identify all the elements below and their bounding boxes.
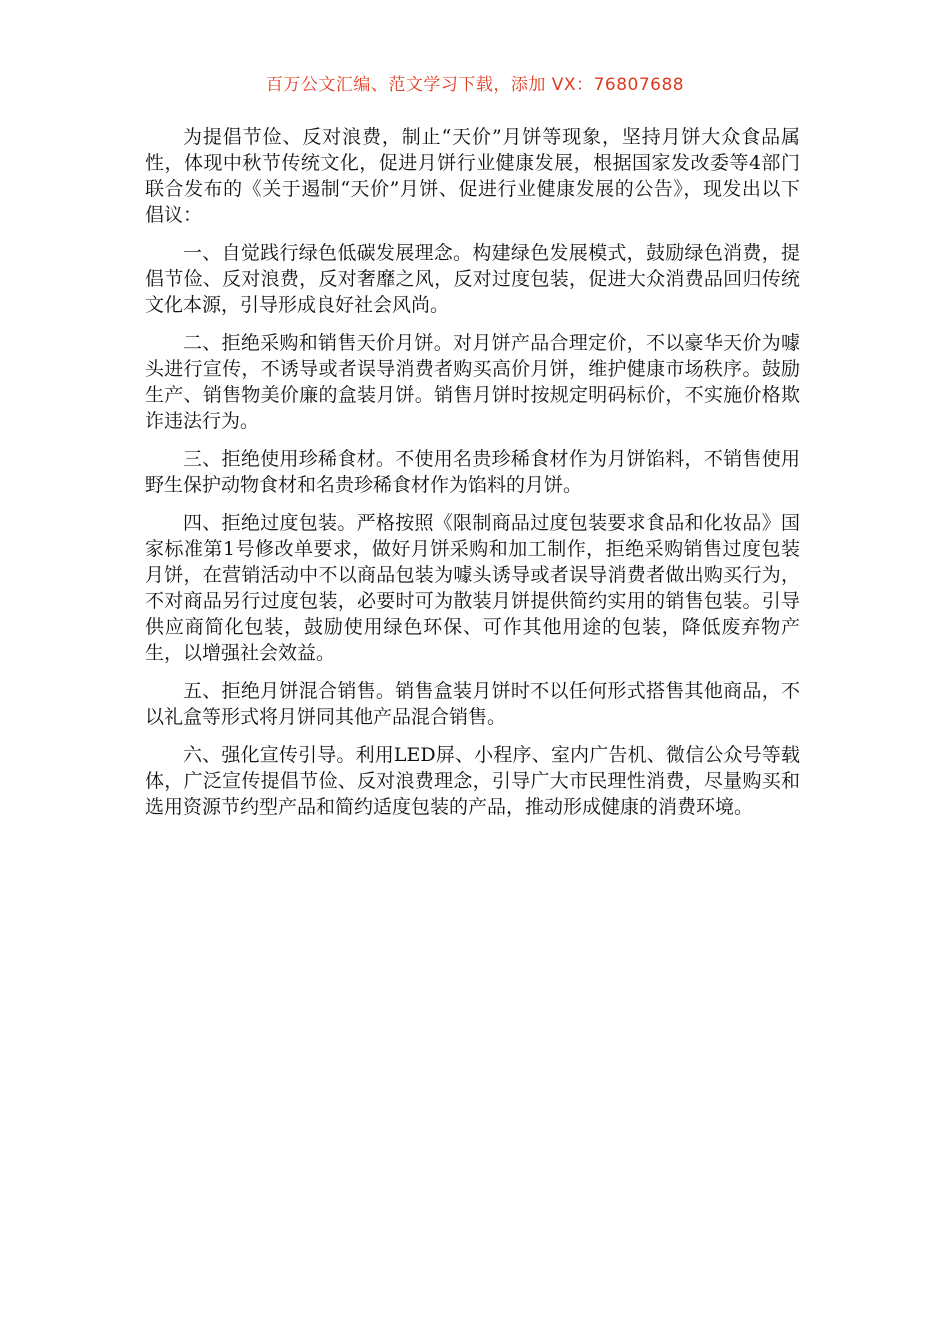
intro-paragraph: 为提倡节俭、反对浪费，制止“天价”月饼等现象，坚持月饼大众食品属性，体现中秋节传统文化，促进月饼行业健康发展，根据国家发改委等4部门联合发布的《关于遏制“天价”月饼、促进行业健康发展的公告》，现发出以下倡议： [145,126,800,226]
proposal-paragraph-4: 四、拒绝过度包装。严格按照《限制商品过度包装要求食品和化妆品》国家标准第1号修改单要求，做好月饼采购和加工制作，拒绝采购销售过度包装月饼，在营销活动中不以商品包装为噱头诱导或者误导消费者做出购买行为，不对商品另行过度包装，必要时可为散装月饼提供简约实用的销售包装。引导供应商简化包装，鼓励使用绿色环保、可作其他用途的包装，降低废弃物产生，以增强社会效益。 [145,512,800,664]
proposal-paragraph-2: 二、拒绝采购和销售天价月饼。对月饼产品合理定价，不以豪华天价为噱头进行宣传，不诱导或者误导消费者购买高价月饼，维护健康市场秩序。鼓励生产、销售物美价廉的盒装月饼。销售月饼时按规定明码标价，不实施价格欺诈违法行为。 [145,332,800,432]
proposal-paragraph-3: 三、拒绝使用珍稀食材。不使用名贵珍稀食材作为月饼馅料，不销售使用野生保护动物食材和名贵珍稀食材作为馅料的月饼。 [145,448,800,496]
proposal-paragraph-1: 一、自觉践行绿色低碳发展理念。构建绿色发展模式，鼓励绿色消费，提倡节俭、反对浪费，反对奢靡之风，反对过度包装，促进大众消费品回归传统文化本源，引导形成良好社会风尚。 [145,242,800,316]
proposal-paragraph-6: 六、强化宣传引导。利用LED屏、小程序、室内广告机、微信公众号等载体，广泛宣传提倡节俭、反对浪费理念，引导广大市民理性消费，尽量购买和选用资源节约型产品和简约适度包装的产品，推动形成健康的消费环境。 [145,744,800,818]
watermark-header: 百万公文汇编、范文学习下载，添加 VX：76807688 [265,75,685,95]
document-body [145,124,800,832]
proposal-paragraph-5: 五、拒绝月饼混合销售。销售盒装月饼时不以任何形式搭售其他商品，不以礼盒等形式将月饼同其他产品混合销售。 [145,680,800,728]
